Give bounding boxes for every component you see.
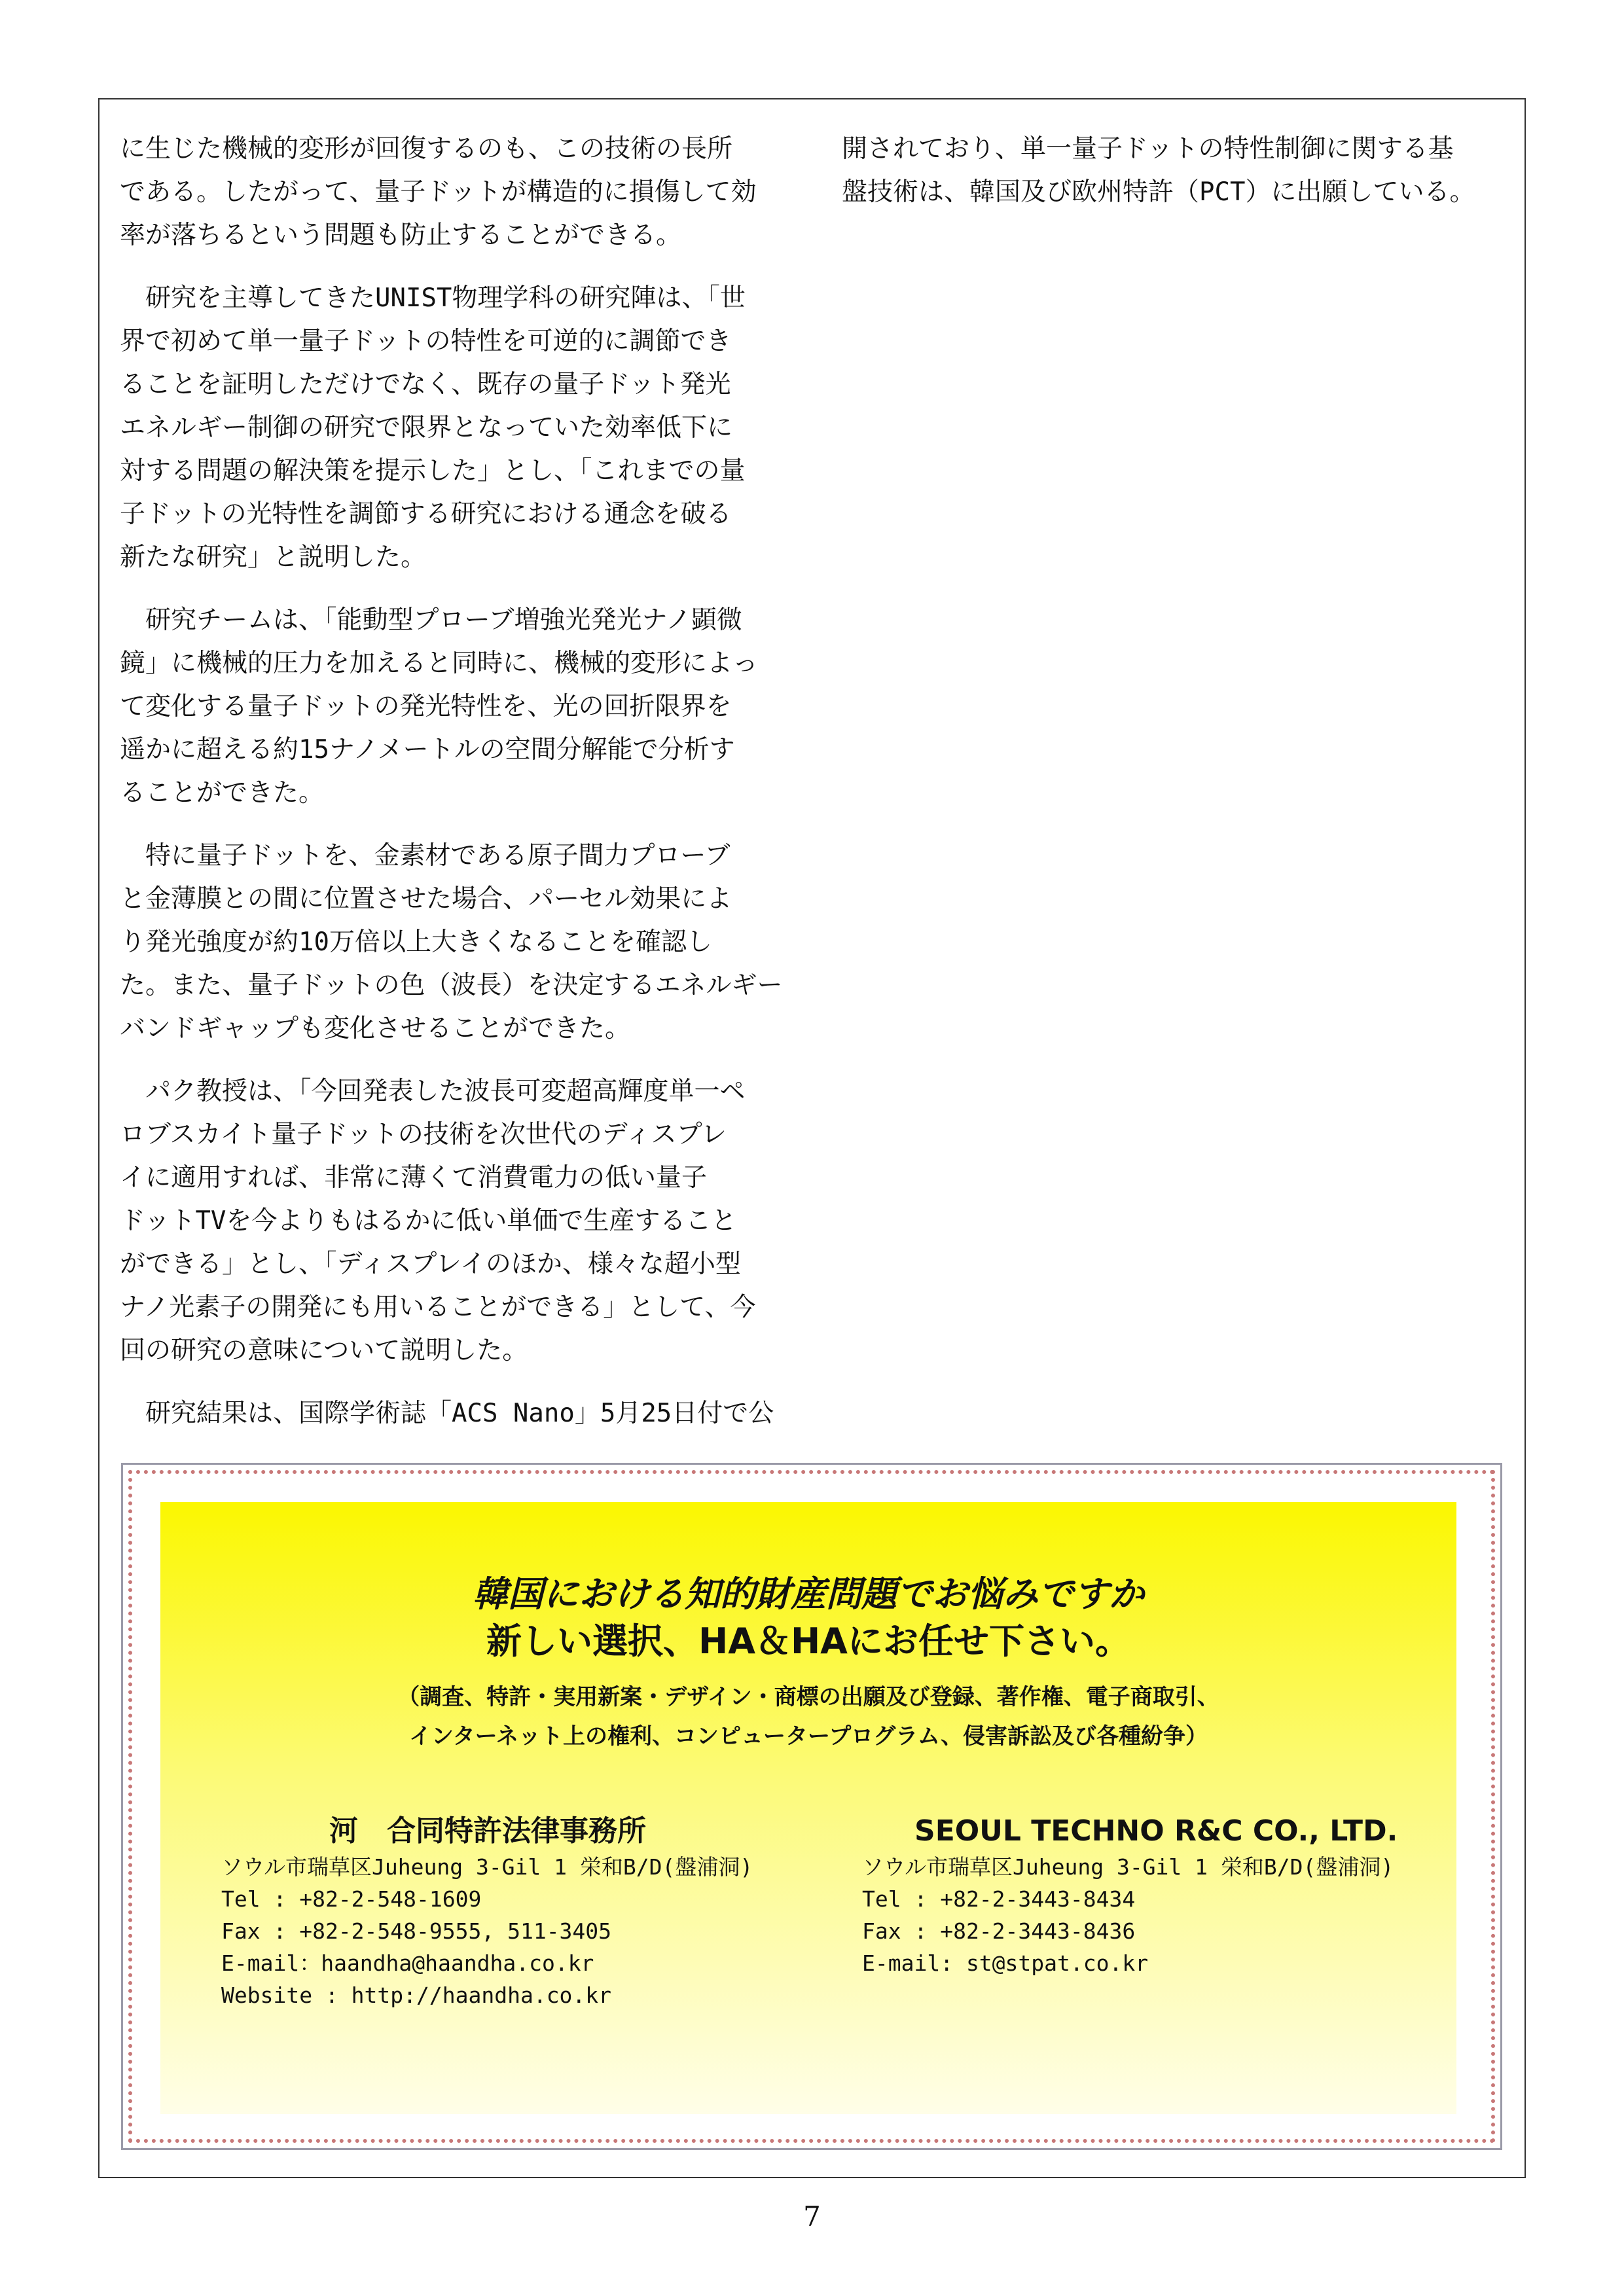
paragraph-4 <box>120 834 801 1050</box>
text-line: 鏡」に機械的圧力を加えると同時に、機械的変形によっ <box>120 649 759 678</box>
text-line: 盤技術は、韓国及び欧州特許（PCT）に出願している。 <box>842 177 1475 207</box>
text-line: ロブスカイト量子ドットの技術を次世代のディスプレ <box>120 1120 727 1149</box>
article-column-right <box>842 128 1523 234</box>
firm-address: ソウル市瑞草区Juheung 3-Gil 1 栄和B/D(盤浦洞) <box>221 1854 753 1880</box>
paragraph-5 <box>120 1070 801 1372</box>
text-line: 特に量子ドットを、金素材である原子間力プローブ <box>145 841 731 870</box>
text-line: エネルギー制御の研究で限界となっていた効率低下に <box>120 413 733 442</box>
ad-tagline: 新しい選択、HA＆HAにお任せ下さい。 <box>486 1621 1130 1662</box>
firm-tel: Tel : +82-2-3443-8434 <box>862 1886 1136 1912</box>
text-line: ができる」とし、「ディスプレイのほか、様々な超小型 <box>120 1249 741 1279</box>
page-number: 7 <box>803 2200 821 2233</box>
paragraph-7 <box>842 128 1523 214</box>
text-line: バンドギャップも変化させることができた。 <box>120 1014 631 1043</box>
text-line: 対する問題の解決策を提示した」とし、「これまでの量 <box>120 456 746 486</box>
advertisement-panel <box>160 1502 1456 2114</box>
firm-website[interactable]: Website : http://haandha.co.kr <box>221 1982 612 2008</box>
firm-name: SEOUL TECHNO R&C CO., LTD. <box>914 1814 1398 1848</box>
text-line: ることができた。 <box>120 778 325 808</box>
text-line: ることを証明しただけでなく、既存の量子ドット発光 <box>120 370 731 399</box>
paragraph-2 <box>120 277 801 579</box>
firm-fax: Fax : +82-2-3443-8436 <box>862 1918 1136 1944</box>
text-line: ナノ光素子の開発にも用いることができる」として、今 <box>120 1293 756 1322</box>
ad-headline: 韓国における知的財産問題でお悩みですか <box>473 1573 1144 1615</box>
firm-contact-haandha <box>221 1815 753 2011</box>
text-line: 率が落ちるという問題も防止することができる。 <box>120 221 682 250</box>
paragraph-6 <box>120 1392 801 1435</box>
text-line: 子ドットの光特性を調節する研究における通念を破る <box>120 499 732 529</box>
text-line: 研究を主導してきたUNIST物理学科の研究陣は、「世 <box>145 283 746 313</box>
paragraph-3 <box>120 599 801 815</box>
firm-address: ソウル市瑞草区Juheung 3-Gil 1 栄和B/D(盤浦洞) <box>862 1854 1394 1880</box>
text-line: 研究チームは、「能動型プローブ増強光発光ナノ顕微 <box>145 605 742 635</box>
text-line: パク教授は、「今回発表した波長可変超高輝度単一ペ <box>145 1077 746 1106</box>
firm-tel: Tel : +82-2-548-1609 <box>221 1886 482 1912</box>
firm-email[interactable]: E-mail：haandha@haandha.co.kr <box>221 1950 594 1976</box>
text-line: た。また、量子ドットの色（波長）を決定するエネルギー <box>120 971 783 1000</box>
text-line: である。したがって、量子ドットが構造的に損傷して効 <box>120 177 757 207</box>
text-line: 遥かに超える約15ナノメートルの空間分解能で分析す <box>120 735 735 764</box>
text-line: イに適用すれば、非常に薄くて消費電力の低い量子 <box>120 1163 708 1193</box>
firm-name: 河 合同特許法律事務所 <box>329 1814 646 1848</box>
firm-email[interactable]: E-mail: st@stpat.co.kr <box>862 1950 1149 1976</box>
text-line: 開されており、単一量子ドットの特性制御に関する基 <box>842 134 1454 164</box>
article-column-left <box>120 128 801 1455</box>
text-line: 回の研究の意味について説明した。 <box>120 1336 528 1365</box>
text-line: り発光強度が約10万倍以上大きくなることを確認し <box>120 927 712 957</box>
text-line: に生じた機械的変形が回復するのも、この技術の長所 <box>120 134 733 164</box>
text-line: と金薄膜との間に位置させた場合、パーセル効果によ <box>120 884 732 914</box>
text-line: 界で初めて単一量子ドットの特性を可逆的に調節でき <box>120 327 732 356</box>
text-line: 研究結果は、国際学術誌「ACS Nano」5月25日付で公 <box>145 1399 774 1428</box>
firm-fax: Fax : +82-2-548-9555, 511-3405 <box>221 1918 612 1944</box>
firm-contact-seoul-techno <box>862 1815 1398 1979</box>
text-line: 新たな研究」と説明した。 <box>120 543 427 572</box>
paragraph-1 <box>120 128 801 257</box>
text-line: ドットTVを今よりもはるかに低い単価で生産すること <box>120 1206 737 1236</box>
ad-services-line: インターネット上の権利、コンピュータープログラム、侵害訴訟及び各種紛争） <box>409 1723 1208 1749</box>
text-line: て変化する量子ドットの発光特性を、光の回折限界を <box>120 692 732 721</box>
ad-services-line: （調査、特許・実用新案・デザイン・商標の出願及び登録、著作権、電子商取引、 <box>397 1684 1219 1710</box>
